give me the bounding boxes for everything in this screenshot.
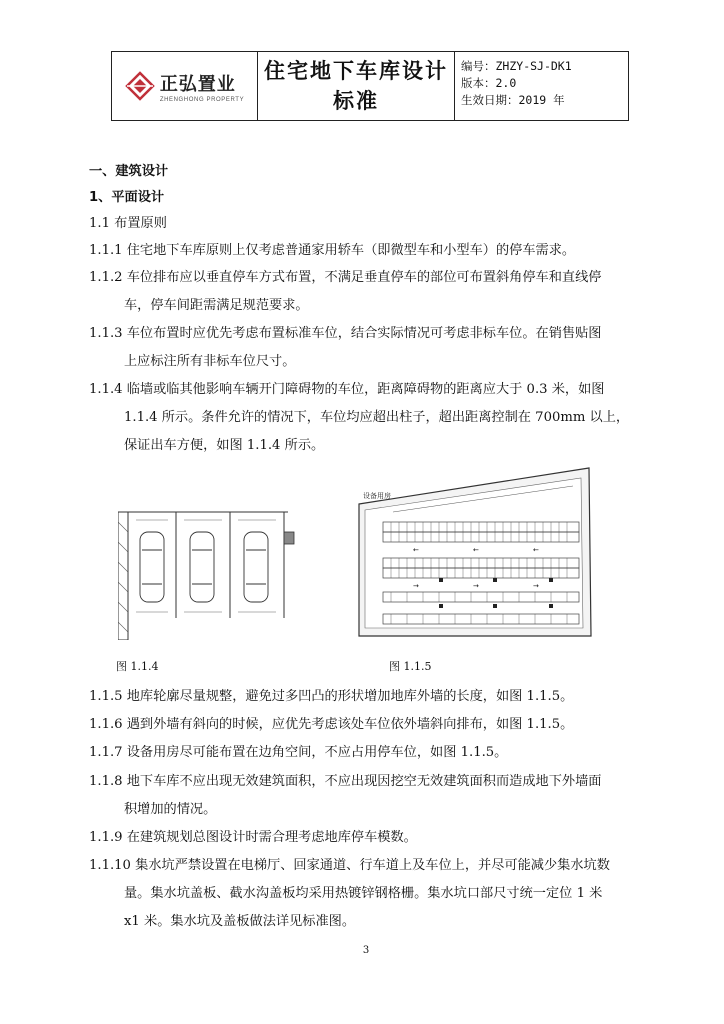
company-logo-cell xyxy=(112,52,258,120)
equipment-room-label: 设备用房 xyxy=(363,493,391,500)
paragraph-1-1-4-cont2: 保证出车方便，如图 1.1.4 所示。 xyxy=(124,438,325,453)
paragraph-1-1-10-cont1: 量。集水坑盖板、截水沟盖板均采用热镀锌钢格栅。集水坑口部尺寸统一定位 1 米 xyxy=(124,886,603,901)
section-heading: 一、建筑设计 xyxy=(89,164,169,179)
svg-text:←: ← xyxy=(473,546,479,554)
paragraph-1-1-6: 1.1.6 遇到外墙有斜向的时候，应优先考虑该处车位依外墙斜向排布，如图 1.1.5。 xyxy=(89,717,574,732)
paragraph-1-1-4-cont1: 1.1.4 所示。条件允许的情况下，车位均应超出柱子，超出距离控制在 700mm 以上， xyxy=(124,410,630,425)
logo-english-name: ZHENGHONG PROPERTY xyxy=(159,96,245,103)
document-code: 编号：ZHZY-SJ-DK1 xyxy=(461,59,572,73)
figure-1-1-4-caption: 图 1.1.4 xyxy=(116,660,159,673)
document-title xyxy=(258,52,455,120)
svg-text:←: ← xyxy=(413,546,419,554)
paragraph-1-1-1: 1.1.1 住宅地下车库原则上仅考虑普通家用轿车（即微型车和小型车）的停车需求。 xyxy=(89,243,576,258)
clause-heading: 1.1 布置原则 xyxy=(89,216,167,231)
svg-text:→: → xyxy=(533,582,539,590)
svg-text:→: → xyxy=(413,582,419,590)
logo-chinese-name: 正弘置业 xyxy=(159,73,236,95)
figure-1-1-4-parking-layout xyxy=(118,508,302,640)
logo-mark-icon xyxy=(125,71,155,101)
paragraph-1-1-10: 1.1.10 集水坑严禁设置在电梯厅、回家通道、行车道上及车位上，并尽可能减少集水坑数 xyxy=(89,858,610,873)
document-version: 版本：2.0 xyxy=(461,76,517,90)
paragraph-1-1-4: 1.1.4 临墙或临其他影响车辆开门障碍物的车位，距离障碍物的距离应大于 0.3 米，如图 xyxy=(89,382,605,397)
figure-1-1-5-caption: 图 1.1.5 xyxy=(389,660,432,673)
title-line-2: 标准 xyxy=(333,89,379,113)
svg-text:←: ← xyxy=(533,546,539,554)
paragraph-1-1-8-cont: 积增加的情况。 xyxy=(124,802,217,817)
figure-1-1-5-basement-plan xyxy=(353,464,601,642)
paragraph-1-1-8: 1.1.8 地下车库不应出现无效建筑面积，不应出现因挖空无效建筑面积而造成地下外墙面 xyxy=(89,774,602,789)
company-logo xyxy=(125,70,244,103)
page-number: 3 xyxy=(362,945,370,956)
paragraph-1-1-5: 1.1.5 地库轮廓尽量规整，避免过多凹凸的形状增加地库外墙的长度，如图 1.1.5。 xyxy=(89,689,574,704)
svg-text:→: → xyxy=(473,582,479,590)
paragraph-1-1-10-cont2: x1 米。集水坑及盖板做法详见标准图。 xyxy=(124,914,356,929)
subsection-heading: 1、平面设计 xyxy=(89,190,165,205)
document-effective-date: 生效日期：2019 年 xyxy=(461,93,565,107)
paragraph-1-1-2: 1.1.2 车位排布应以垂直停车方式布置，不满足垂直停车的部位可布置斜角停车和直线停 xyxy=(89,270,602,285)
paragraph-1-1-3: 1.1.3 车位布置时应优先考虑布置标准车位，结合实际情况可考虑非标车位。在销售贴图 xyxy=(89,326,602,341)
paragraph-1-1-3-cont: 上应标注所有非标车位尺寸。 xyxy=(124,354,296,369)
paragraph-1-1-7: 1.1.7 设备用房尽可能布置在边角空间，不应占用停车位，如图 1.1.5。 xyxy=(89,745,508,760)
paragraph-1-1-9: 1.1.9 在建筑规划总图设计时需合理考虑地库停车模数。 xyxy=(89,830,417,845)
document-header-table xyxy=(111,51,629,121)
paragraph-1-1-2-cont: 车，停车间距需满足规范要求。 xyxy=(124,298,309,313)
document-meta xyxy=(455,52,628,120)
title-line-1: 住宅地下车库设计 xyxy=(264,59,448,83)
